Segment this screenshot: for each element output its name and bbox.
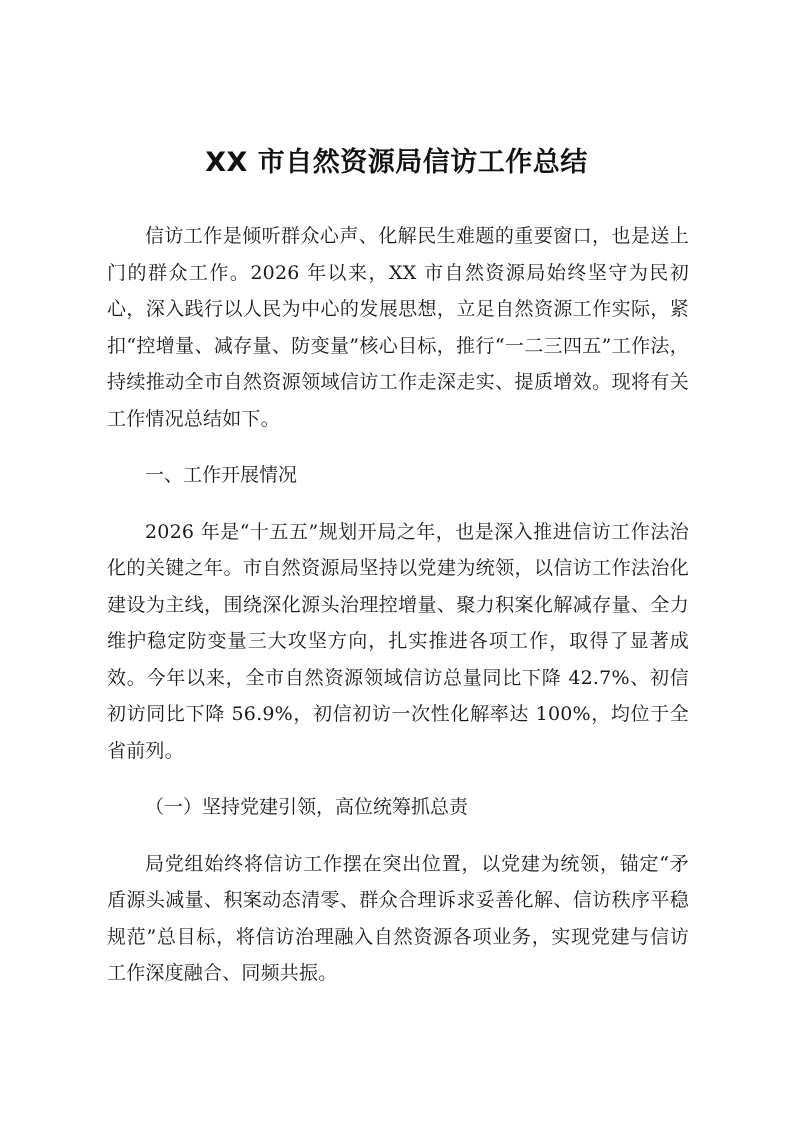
spacer bbox=[107, 826, 689, 846]
subsection-heading-1: （一）坚持党建引领，高位统筹抓总责 bbox=[145, 796, 469, 818]
section-heading-1: 一、工作开展情况 bbox=[145, 464, 298, 486]
document-body bbox=[107, 218, 689, 992]
section-paragraph: 2026 年是“十五五”规划开局之年，也是深入推进信访工作法治化的关键之年。市自然资源局坚持以党建为统领，以信访工作法治化建设为主线，围绕深化源头治理控增量、聚力积案化解减存量、全力维护稳定防变量三大攻坚方向，扎实推进各项工作，取得了显著成效。今年以来，全市自然资源领域信访总量同比下降 42.7%、初信初访同比下降 56.9%，初信初访一次性化解率达 100%，均位于全省前列。 bbox=[107, 520, 689, 762]
document-title: XX 市自然资源局信访工作总结 bbox=[205, 147, 588, 178]
subsection-paragraph: 局党组始终将信访工作摆在突出位置，以党建为统领，锚定“矛盾源头减量、积案动态清零、群众合理诉求妥善化解、信访秩序平稳规范”总目标，将信访治理融入自然资源各项业务，实现党建与信访工作深度融合、同频共振。 bbox=[107, 852, 689, 984]
spacer bbox=[107, 494, 689, 514]
intro-paragraph: 信访工作是倾听群众心声、化解民生难题的重要窗口，也是送上门的群众工作。2026 年以来，XX 市自然资源局始终坚守为民初心，深入践行以人民为中心的发展思想，立足自然资源工作实际，紧扣“控增量、减存量、防变量”核心目标，推行“一二三四五”工作法，持续推动全市自然资源领域信访工作走深走实、提质增效。现将有关工作情况总结如下。 bbox=[107, 225, 689, 430]
spacer bbox=[107, 437, 689, 457]
spacer bbox=[107, 769, 689, 789]
